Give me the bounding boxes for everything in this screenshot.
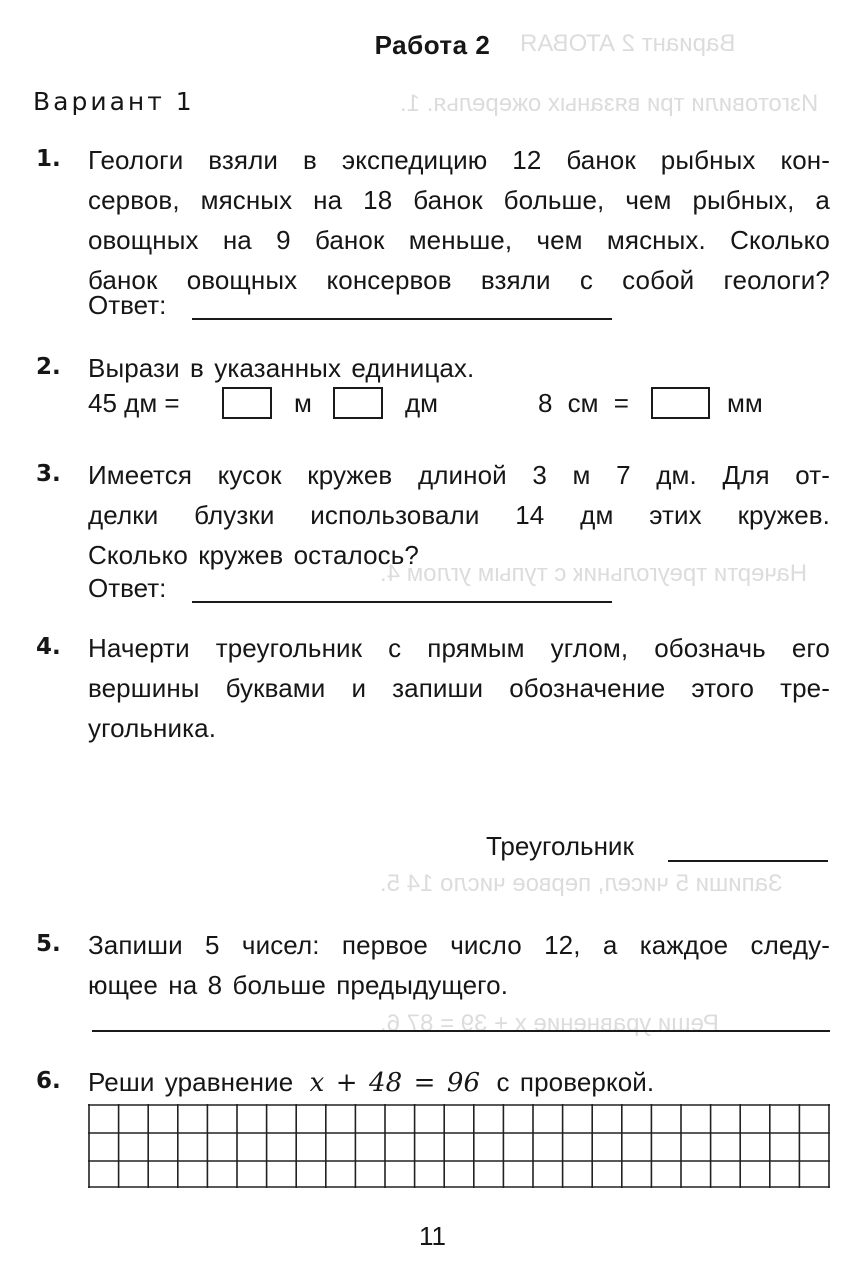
bleed-through-text: Реши уравнение x + 39 = 87 6. bbox=[380, 1010, 719, 1037]
task-text bbox=[88, 628, 830, 748]
task-text-line: Имеется кусок кружев длиной 3 м 7 дм. Для от- bbox=[88, 460, 830, 490]
task-text bbox=[88, 140, 830, 300]
task-text-line bbox=[88, 1062, 830, 1103]
bleed-through-text: Начерти треугольник с тупым углом 4. bbox=[380, 560, 808, 587]
task-number: 3. bbox=[36, 461, 61, 487]
task-number: 2. bbox=[36, 354, 61, 380]
answer-field[interactable] bbox=[192, 318, 612, 320]
equation: x + 48 = 96 bbox=[309, 1068, 481, 1098]
task-text-line: сервов, мясных на 18 банок больше, чем рыбных, а bbox=[88, 185, 830, 215]
variant-label: Вариант 1 bbox=[33, 87, 195, 116]
task-text-line: овощных на 9 банок меньше, чем мясных. Сколько bbox=[88, 225, 830, 255]
answer-field[interactable] bbox=[192, 601, 612, 603]
task-number: 6. bbox=[36, 1068, 61, 1094]
task-text-line: угольника. bbox=[88, 713, 217, 743]
task-text-line: Запиши 5 чисел: первое число 12, а каждое следу- bbox=[88, 930, 830, 960]
task-text bbox=[88, 925, 830, 1005]
task-text-line: ющее на 8 больше предыдущего. bbox=[88, 970, 509, 1000]
squared-answer-grid[interactable] bbox=[88, 1104, 830, 1188]
bleed-through-text: Запиши 5 чисел, первое число 14 5. bbox=[380, 870, 783, 897]
task-prefix: Реши уравнение bbox=[88, 1067, 294, 1097]
bleed-through-text: Вариант 2 АТОВАЯ bbox=[520, 30, 736, 57]
task-text bbox=[88, 348, 830, 388]
answer-field[interactable] bbox=[92, 1030, 830, 1032]
triangle-label: Треугольник bbox=[486, 831, 634, 861]
conversion-left: 45 дм = bbox=[88, 388, 180, 418]
page-number: 11 bbox=[419, 1221, 446, 1251]
task-text-line: Вырази в указанных единицах. bbox=[88, 353, 475, 383]
task-text-line: вершины буквами и запиши обозначение этого тре- bbox=[88, 673, 830, 703]
task-text-line: Сколько кружев осталось? bbox=[88, 540, 419, 570]
answer-label: Ответ: bbox=[88, 573, 167, 603]
task-text-line: Геологи взяли в экспедицию 12 банок рыбных кон- bbox=[88, 145, 830, 175]
task-number: 1. bbox=[36, 146, 61, 172]
unit-label: мм bbox=[727, 388, 763, 418]
answer-box-millimeters[interactable] bbox=[651, 387, 710, 419]
answer-box-meters[interactable] bbox=[222, 387, 272, 419]
unit-label: дм bbox=[405, 388, 439, 418]
bleed-through-text: Изготовили три вязаных ожерелья. 1. bbox=[400, 90, 819, 117]
task-text bbox=[88, 455, 830, 575]
triangle-name-field[interactable] bbox=[668, 860, 828, 862]
task-number: 5. bbox=[36, 931, 61, 957]
unit-label: м bbox=[294, 388, 312, 418]
task-text-line: делки блузки использовали 14 дм этих кружев. bbox=[88, 500, 830, 530]
answer-box-decimeters[interactable] bbox=[333, 387, 383, 419]
task-text bbox=[88, 1062, 830, 1103]
page-title: Работа 2 bbox=[374, 30, 491, 60]
conversion-left: 8 см = bbox=[538, 388, 629, 418]
task-text-line: Начерти треугольник с прямым углом, обозначь его bbox=[88, 633, 830, 663]
task-number: 4. bbox=[36, 634, 61, 660]
task-suffix: с проверкой. bbox=[496, 1067, 655, 1097]
task-text-line: банок овощных консервов взяли с собой геологи? bbox=[88, 265, 830, 295]
answer-label: Ответ: bbox=[88, 290, 167, 320]
